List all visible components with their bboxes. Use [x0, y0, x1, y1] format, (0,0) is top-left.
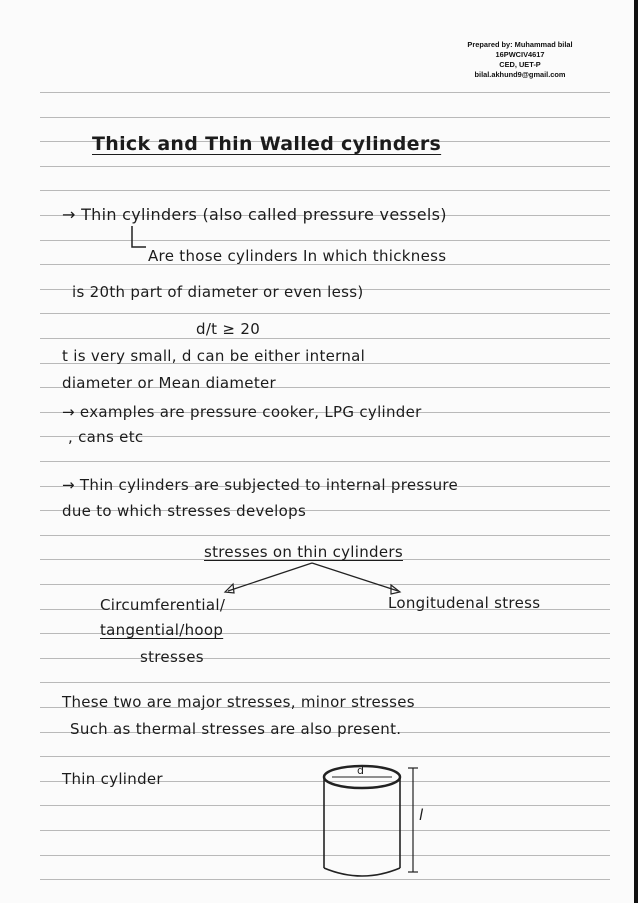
- arrowhead-left-icon: [225, 584, 234, 593]
- note-line-7: → examples are pressure cooker, LPG cylinder: [62, 403, 422, 421]
- hook-arrow-icon: [132, 226, 146, 247]
- note-line-16: These two are major stresses, minor stresses: [62, 693, 415, 711]
- note-line-10: due to which stresses develops: [62, 502, 307, 520]
- branch-right-line: [312, 563, 398, 591]
- dimension-l-label: l: [419, 806, 424, 824]
- stresses-heading: stresses on thin cylinders: [204, 543, 403, 561]
- formula-d-over-t: d/t ≥ 20: [196, 320, 261, 338]
- branch-circumferential: Circumferential/: [100, 596, 226, 614]
- author-dept: CED, UET-P: [499, 60, 541, 69]
- branch-longitudinal: Longitudenal stress: [388, 594, 541, 612]
- page-title: Thick and Thin Walled cylinders: [92, 133, 442, 155]
- note-line-3: is 20th part of diameter or even less): [72, 283, 364, 301]
- cylinder-bottom-icon: [324, 868, 400, 876]
- note-line-2: Are those cylinders In which thickness: [148, 247, 447, 265]
- note-line-8: , cans etc: [68, 428, 144, 446]
- note-line-6: diameter or Mean diameter: [62, 374, 277, 392]
- author-id: 16PWCIV4617: [495, 50, 545, 59]
- note-line-5: t is very small, d can be either internal: [62, 347, 366, 365]
- note-line-9: → Thin cylinders are subjected to internal pressure: [62, 476, 459, 494]
- note-line-1: → Thin cylinders (also called pressure vessels): [62, 205, 447, 224]
- branch-tangential: tangential/hoop: [100, 621, 224, 639]
- diagram-label: Thin cylinder: [62, 770, 163, 788]
- dimension-d-label: d: [357, 764, 365, 777]
- author-email: bilal.akhund9@gmail.com: [474, 70, 566, 79]
- branch-stresses: stresses: [140, 648, 204, 666]
- author-name: Prepared by: Muhammad bilal: [467, 40, 573, 49]
- note-line-17: Such as thermal stresses are also present.: [70, 720, 402, 738]
- branch-left-line: [228, 563, 312, 591]
